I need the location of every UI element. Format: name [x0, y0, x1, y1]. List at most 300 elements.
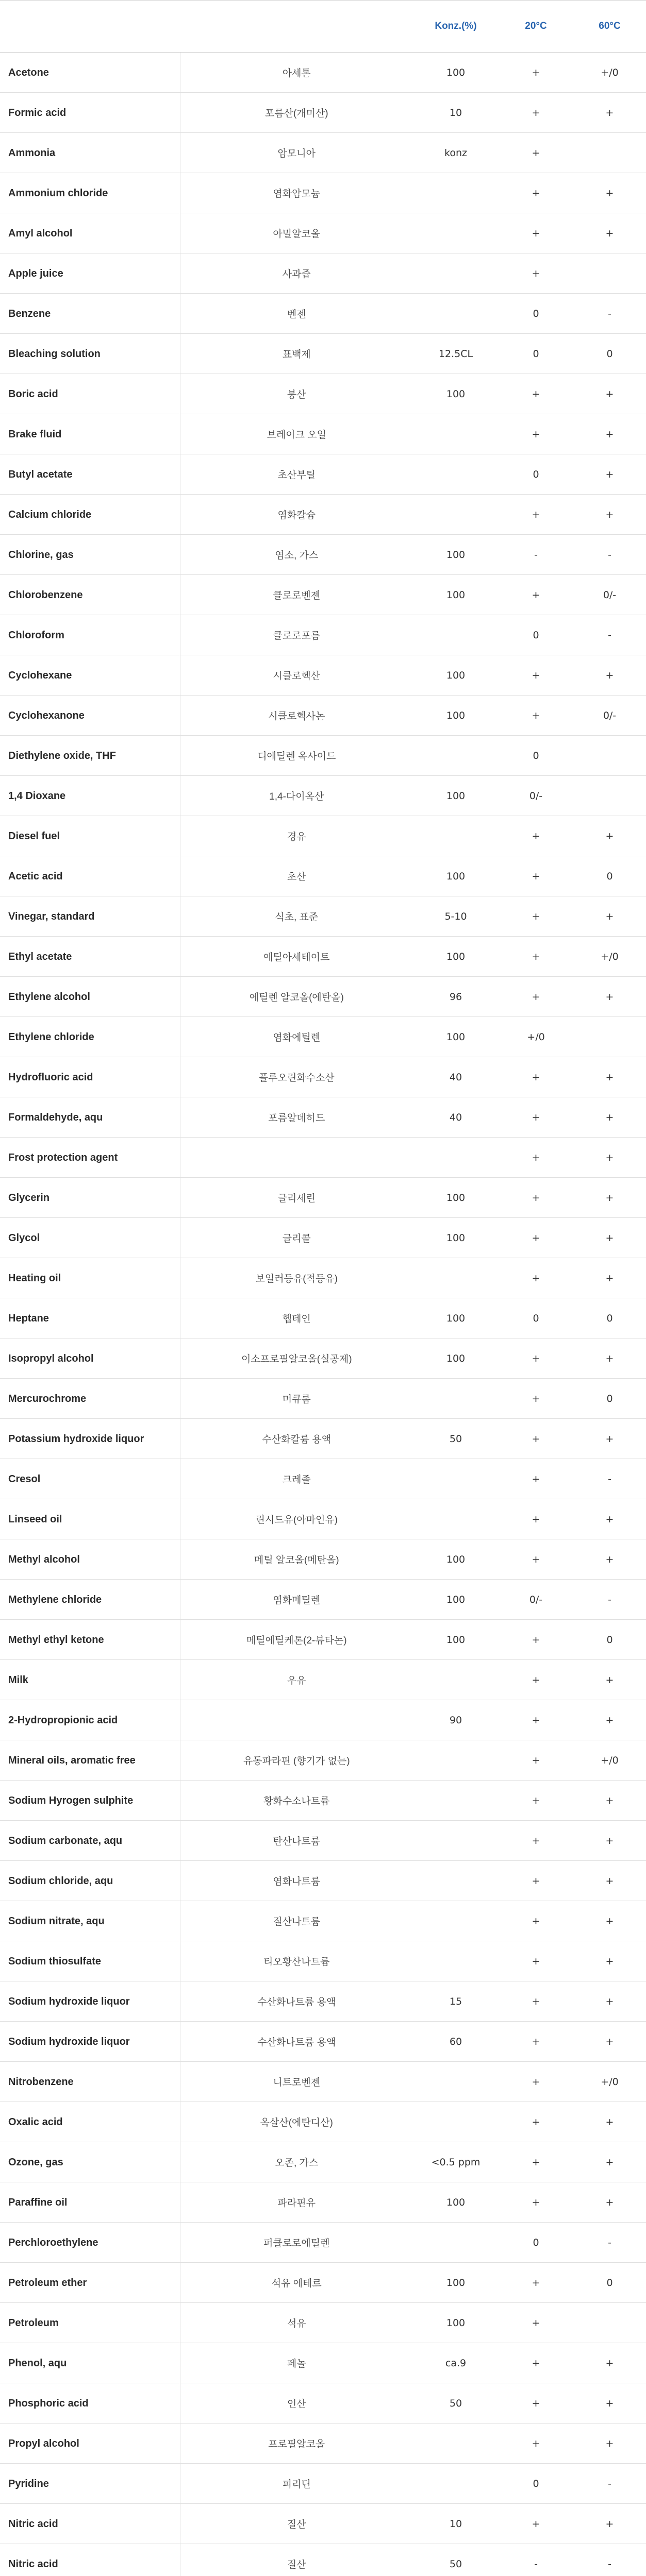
chemical-name: Perchloroethylene: [0, 2223, 180, 2263]
resistance-20c: 0: [499, 1298, 573, 1338]
table-row: [0, 1138, 646, 1178]
resistance-20c: +: [499, 1338, 573, 1379]
concentration: 100: [413, 655, 499, 696]
korean-name: 프로필알코올: [180, 2424, 413, 2464]
resistance-60c: +: [573, 2022, 646, 2062]
resistance-20c: +: [499, 253, 573, 294]
korean-name: 석유: [180, 2303, 413, 2343]
korean-name: 수산화나트륨 용액: [180, 2022, 413, 2062]
resistance-60c: +: [573, 414, 646, 454]
korean-name: 아세톤: [180, 53, 413, 93]
korean-name: 석유 에테르: [180, 2263, 413, 2303]
resistance-60c: +: [573, 1861, 646, 1901]
korean-name: 초산부틸: [180, 454, 413, 495]
resistance-20c: +/0: [499, 1017, 573, 1057]
table-row: [0, 977, 646, 1017]
concentration: [413, 2464, 499, 2504]
concentration: 40: [413, 1097, 499, 1138]
chemical-name: Heating oil: [0, 1258, 180, 1298]
chemical-name: Chlorobenzene: [0, 575, 180, 615]
chemical-name: Acetic acid: [0, 856, 180, 896]
chemical-name: Phosphoric acid: [0, 2383, 180, 2424]
concentration: [413, 2223, 499, 2263]
resistance-60c: +: [573, 93, 646, 133]
concentration: [413, 1861, 499, 1901]
korean-name: 린시드유(아마인유): [180, 1499, 413, 1539]
korean-name: 유동파라핀 (향기가 없는): [180, 1740, 413, 1781]
table-row: [0, 133, 646, 173]
concentration: 50: [413, 2544, 499, 2576]
resistance-20c: +: [499, 173, 573, 213]
table-row: [0, 1379, 646, 1419]
table-row: [0, 1781, 646, 1821]
table-row: [0, 495, 646, 535]
resistance-20c: +: [499, 1057, 573, 1097]
resistance-60c: -: [573, 1580, 646, 1620]
table-row: [0, 1178, 646, 1218]
korean-name: 포름알데히드: [180, 1097, 413, 1138]
header-20c: 20°C: [499, 1, 573, 53]
korean-name: 탄산나트륨: [180, 1821, 413, 1861]
chemical-name: Heptane: [0, 1298, 180, 1338]
korean-name: 머큐롬: [180, 1379, 413, 1419]
table-row: [0, 1017, 646, 1057]
resistance-20c: +: [499, 1459, 573, 1499]
concentration: 100: [413, 1218, 499, 1258]
chemical-name: Ethylene chloride: [0, 1017, 180, 1057]
concentration: 90: [413, 1700, 499, 1740]
chemical-name: Propyl alcohol: [0, 2424, 180, 2464]
korean-name: 질산: [180, 2544, 413, 2576]
resistance-20c: +: [499, 374, 573, 414]
korean-name: 이소프로필알코올(실공제): [180, 1338, 413, 1379]
table-row: [0, 2303, 646, 2343]
resistance-60c: +: [573, 2102, 646, 2142]
chemical-name: Linseed oil: [0, 1499, 180, 1539]
resistance-20c: +: [499, 2142, 573, 2182]
resistance-20c: +: [499, 53, 573, 93]
resistance-20c: +: [499, 977, 573, 1017]
chemical-name: 2-Hydropropionic acid: [0, 1700, 180, 1740]
table-row: [0, 1218, 646, 1258]
concentration: 100: [413, 53, 499, 93]
korean-name: 염화칼슘: [180, 495, 413, 535]
table-row: [0, 1419, 646, 1459]
chemical-name: Diethylene oxide, THF: [0, 736, 180, 776]
concentration: 100: [413, 374, 499, 414]
resistance-60c: +: [573, 213, 646, 253]
korean-name: 경유: [180, 816, 413, 856]
chemical-name: Bleaching solution: [0, 334, 180, 374]
table-row: [0, 776, 646, 816]
korean-name: 우유: [180, 1660, 413, 1700]
table-row: [0, 1258, 646, 1298]
concentration: <0.5 ppm: [413, 2142, 499, 2182]
resistance-60c: +: [573, 1539, 646, 1580]
chemical-name: Sodium thiosulfate: [0, 1941, 180, 1981]
chemical-name: Oxalic acid: [0, 2102, 180, 2142]
chemical-name: Pyridine: [0, 2464, 180, 2504]
table-row: [0, 173, 646, 213]
chemical-name: Sodium Hyrogen sulphite: [0, 1781, 180, 1821]
chemical-name: Amyl alcohol: [0, 213, 180, 253]
resistance-60c: -: [573, 535, 646, 575]
concentration: 10: [413, 93, 499, 133]
resistance-20c: +: [499, 1941, 573, 1981]
table-row: [0, 1298, 646, 1338]
korean-name: 에틸렌 알코올(에탄올): [180, 977, 413, 1017]
korean-name: 사과즙: [180, 253, 413, 294]
chemical-name: Cresol: [0, 1459, 180, 1499]
table-row: [0, 2263, 646, 2303]
resistance-60c: -: [573, 2544, 646, 2576]
resistance-20c: +: [499, 1740, 573, 1781]
resistance-20c: +: [499, 1379, 573, 1419]
concentration: 50: [413, 2383, 499, 2424]
table-row: [0, 253, 646, 294]
chemical-name: Butyl acetate: [0, 454, 180, 495]
concentration: 40: [413, 1057, 499, 1097]
chemical-name: Acetone: [0, 53, 180, 93]
resistance-60c: +: [573, 655, 646, 696]
resistance-60c: +: [573, 816, 646, 856]
resistance-60c: +: [573, 2142, 646, 2182]
chemical-name: Nitric acid: [0, 2544, 180, 2576]
table-row: [0, 1057, 646, 1097]
resistance-20c: +: [499, 1901, 573, 1941]
korean-name: 인산: [180, 2383, 413, 2424]
resistance-20c: +: [499, 1499, 573, 1539]
resistance-60c: +: [573, 495, 646, 535]
table-row: [0, 454, 646, 495]
resistance-60c: [573, 1017, 646, 1057]
resistance-60c: +: [573, 1499, 646, 1539]
korean-name: 옥살산(에탄디산): [180, 2102, 413, 2142]
resistance-20c: +: [499, 2504, 573, 2544]
chemical-name: Petroleum ether: [0, 2263, 180, 2303]
resistance-60c: +: [573, 1660, 646, 1700]
concentration: 100: [413, 776, 499, 816]
korean-name: 클로로벤젠: [180, 575, 413, 615]
resistance-60c: -: [573, 1459, 646, 1499]
resistance-60c: +: [573, 2504, 646, 2544]
concentration: 5-10: [413, 896, 499, 937]
resistance-20c: +: [499, 1660, 573, 1700]
resistance-20c: +: [499, 2062, 573, 2102]
korean-name: 식초, 표준: [180, 896, 413, 937]
chemical-name: Milk: [0, 1660, 180, 1700]
concentration: 100: [413, 2182, 499, 2223]
table-row: [0, 1620, 646, 1660]
concentration: [413, 1740, 499, 1781]
korean-name: 브레이크 오일: [180, 414, 413, 454]
resistance-60c: +: [573, 1138, 646, 1178]
resistance-20c: +: [499, 1539, 573, 1580]
resistance-60c: +: [573, 1700, 646, 1740]
concentration: [413, 1821, 499, 1861]
header-concentration: Konz.(%): [413, 1, 499, 53]
chemical-name: Petroleum: [0, 2303, 180, 2343]
concentration: [413, 2424, 499, 2464]
resistance-20c: 0/-: [499, 776, 573, 816]
chemical-name: Brake fluid: [0, 414, 180, 454]
table-row: [0, 2424, 646, 2464]
resistance-60c: +: [573, 454, 646, 495]
table-row: [0, 575, 646, 615]
resistance-20c: +: [499, 575, 573, 615]
korean-name: 피리딘: [180, 2464, 413, 2504]
chemical-name: Ammonia: [0, 133, 180, 173]
concentration: 100: [413, 1298, 499, 1338]
resistance-20c: +: [499, 856, 573, 896]
concentration: [413, 1138, 499, 1178]
korean-name: 초산: [180, 856, 413, 896]
concentration: 100: [413, 1580, 499, 1620]
header-korean: [180, 1, 413, 53]
resistance-60c: +: [573, 1901, 646, 1941]
resistance-60c: +: [573, 977, 646, 1017]
chemical-name: Chlorine, gas: [0, 535, 180, 575]
resistance-20c: -: [499, 535, 573, 575]
table-row: [0, 1097, 646, 1138]
concentration: 100: [413, 696, 499, 736]
resistance-20c: 0: [499, 294, 573, 334]
korean-name: 디에틸렌 옥사이드: [180, 736, 413, 776]
resistance-20c: +: [499, 133, 573, 173]
resistance-20c: 0: [499, 2223, 573, 2263]
resistance-60c: [573, 736, 646, 776]
resistance-60c: [573, 253, 646, 294]
resistance-20c: +: [499, 414, 573, 454]
resistance-60c: +: [573, 1218, 646, 1258]
resistance-20c: 0: [499, 2464, 573, 2504]
resistance-20c: +: [499, 2383, 573, 2424]
table-row: [0, 414, 646, 454]
concentration: [413, 213, 499, 253]
concentration: ca.9: [413, 2343, 499, 2383]
concentration: 100: [413, 2303, 499, 2343]
korean-name: 질산: [180, 2504, 413, 2544]
resistance-20c: +: [499, 696, 573, 736]
resistance-20c: +: [499, 2303, 573, 2343]
table-row: [0, 696, 646, 736]
resistance-60c: +/0: [573, 937, 646, 977]
table-row: [0, 2182, 646, 2223]
table-row: [0, 856, 646, 896]
table-row: [0, 1861, 646, 1901]
concentration: [413, 1459, 499, 1499]
table-row: [0, 2464, 646, 2504]
korean-name: 아밀알코올: [180, 213, 413, 253]
korean-name: 니트로벤젠: [180, 2062, 413, 2102]
korean-name: 포름산(개미산): [180, 93, 413, 133]
korean-name: 오존, 가스: [180, 2142, 413, 2182]
resistance-20c: +: [499, 1981, 573, 2022]
table-row: [0, 2022, 646, 2062]
chemical-name: Paraffine oil: [0, 2182, 180, 2223]
korean-name: 염소, 가스: [180, 535, 413, 575]
table-row: [0, 1821, 646, 1861]
resistance-20c: +: [499, 1861, 573, 1901]
table-row: [0, 1901, 646, 1941]
table-row: [0, 1660, 646, 1700]
resistance-20c: +: [499, 93, 573, 133]
chemical-name: Ethyl acetate: [0, 937, 180, 977]
chemical-name: Methylene chloride: [0, 1580, 180, 1620]
concentration: 15: [413, 1981, 499, 2022]
resistance-20c: +: [499, 2343, 573, 2383]
table-row: [0, 615, 646, 655]
concentration: 12.5CL: [413, 334, 499, 374]
korean-name: 수산화나트륨 용액: [180, 1981, 413, 2022]
resistance-60c: +: [573, 1781, 646, 1821]
resistance-60c: [573, 2303, 646, 2343]
resistance-60c: +: [573, 374, 646, 414]
korean-name: 플루오린화수소산: [180, 1057, 413, 1097]
resistance-20c: +: [499, 1781, 573, 1821]
chemical-name: Ethylene alcohol: [0, 977, 180, 1017]
korean-name: 글리세린: [180, 1178, 413, 1218]
table-header: [0, 1, 646, 53]
resistance-60c: -: [573, 615, 646, 655]
concentration: [413, 294, 499, 334]
resistance-20c: +: [499, 1700, 573, 1740]
chemical-name: Methyl ethyl ketone: [0, 1620, 180, 1660]
korean-name: 헵테인: [180, 1298, 413, 1338]
chemical-name: Frost protection agent: [0, 1138, 180, 1178]
concentration: 100: [413, 575, 499, 615]
korean-name: 메틸에틸케톤(2-뷰타논): [180, 1620, 413, 1660]
korean-name: 시클로헥산: [180, 655, 413, 696]
korean-name: 보일러등유(적등유): [180, 1258, 413, 1298]
korean-name: 염화에틸렌: [180, 1017, 413, 1057]
table-row: [0, 655, 646, 696]
chemical-name: Sodium nitrate, aqu: [0, 1901, 180, 1941]
chemical-name: Sodium hydroxide liquor: [0, 2022, 180, 2062]
concentration: [413, 816, 499, 856]
table-row: [0, 294, 646, 334]
korean-name: 티오황산나트륨: [180, 1941, 413, 1981]
chemical-name: Chloroform: [0, 615, 180, 655]
resistance-60c: +: [573, 1057, 646, 1097]
resistance-20c: +: [499, 2263, 573, 2303]
concentration: 100: [413, 1017, 499, 1057]
resistance-20c: +: [499, 1258, 573, 1298]
resistance-20c: 0: [499, 615, 573, 655]
table-row: [0, 213, 646, 253]
resistance-60c: +: [573, 1178, 646, 1218]
chemical-name: Formaldehyde, aqu: [0, 1097, 180, 1138]
resistance-20c: +: [499, 816, 573, 856]
korean-name: 수산화칼륨 용액: [180, 1419, 413, 1459]
concentration: [413, 173, 499, 213]
table-row: [0, 937, 646, 977]
chemical-name: Mercurochrome: [0, 1379, 180, 1419]
chemical-name: Mineral oils, aromatic free: [0, 1740, 180, 1781]
table-row: [0, 2142, 646, 2182]
chemical-name: Glycol: [0, 1218, 180, 1258]
resistance-60c: +: [573, 2424, 646, 2464]
resistance-20c: 0: [499, 454, 573, 495]
korean-name: [180, 1700, 413, 1740]
concentration: [413, 414, 499, 454]
resistance-20c: +: [499, 1097, 573, 1138]
resistance-20c: +: [499, 1821, 573, 1861]
resistance-60c: +: [573, 1981, 646, 2022]
resistance-60c: 0: [573, 1298, 646, 1338]
korean-name: 파라핀유: [180, 2182, 413, 2223]
table-row: [0, 53, 646, 93]
korean-name: 암모니아: [180, 133, 413, 173]
concentration: [413, 1258, 499, 1298]
resistance-60c: 0: [573, 334, 646, 374]
korean-name: 글리콜: [180, 1218, 413, 1258]
table-row: [0, 736, 646, 776]
korean-name: 페놀: [180, 2343, 413, 2383]
resistance-60c: +: [573, 1941, 646, 1981]
chemical-name: Glycerin: [0, 1178, 180, 1218]
korean-name: 염화암모늄: [180, 173, 413, 213]
korean-name: 시클로헥사논: [180, 696, 413, 736]
resistance-20c: 0: [499, 736, 573, 776]
resistance-60c: -: [573, 294, 646, 334]
resistance-20c: +: [499, 1178, 573, 1218]
chemical-name: Cyclohexanone: [0, 696, 180, 736]
concentration: [413, 1781, 499, 1821]
resistance-20c: +: [499, 1218, 573, 1258]
resistance-60c: +: [573, 1821, 646, 1861]
table-row: [0, 1539, 646, 1580]
korean-name: [180, 1138, 413, 1178]
resistance-60c: -: [573, 2464, 646, 2504]
resistance-20c: +: [499, 937, 573, 977]
table-row: [0, 374, 646, 414]
chemical-name: Hydrofluoric acid: [0, 1057, 180, 1097]
resistance-20c: 0/-: [499, 1580, 573, 1620]
table-row: [0, 816, 646, 856]
table-row: [0, 1580, 646, 1620]
table-row: [0, 2383, 646, 2424]
table-body: [0, 53, 646, 2576]
chemical-name: Formic acid: [0, 93, 180, 133]
chemical-name: Nitrobenzene: [0, 2062, 180, 2102]
chemical-name: Calcium chloride: [0, 495, 180, 535]
chemical-name: Sodium hydroxide liquor: [0, 1981, 180, 2022]
table-row: [0, 1941, 646, 1981]
concentration: [413, 495, 499, 535]
chemical-name: Diesel fuel: [0, 816, 180, 856]
resistance-60c: +: [573, 2182, 646, 2223]
resistance-20c: +: [499, 1419, 573, 1459]
resistance-60c: +: [573, 1419, 646, 1459]
concentration: [413, 1941, 499, 1981]
korean-name: 에틸아세테이트: [180, 937, 413, 977]
resistance-20c: +: [499, 2182, 573, 2223]
table-row: [0, 2062, 646, 2102]
concentration: [413, 736, 499, 776]
resistance-20c: +: [499, 1138, 573, 1178]
chemical-name: Sodium carbonate, aqu: [0, 1821, 180, 1861]
resistance-60c: -: [573, 2223, 646, 2263]
concentration: [413, 253, 499, 294]
concentration: konz: [413, 133, 499, 173]
resistance-60c: 0: [573, 1620, 646, 1660]
concentration: [413, 2062, 499, 2102]
resistance-60c: 0: [573, 856, 646, 896]
table-row: [0, 2343, 646, 2383]
table-row: [0, 896, 646, 937]
resistance-60c: 0: [573, 1379, 646, 1419]
